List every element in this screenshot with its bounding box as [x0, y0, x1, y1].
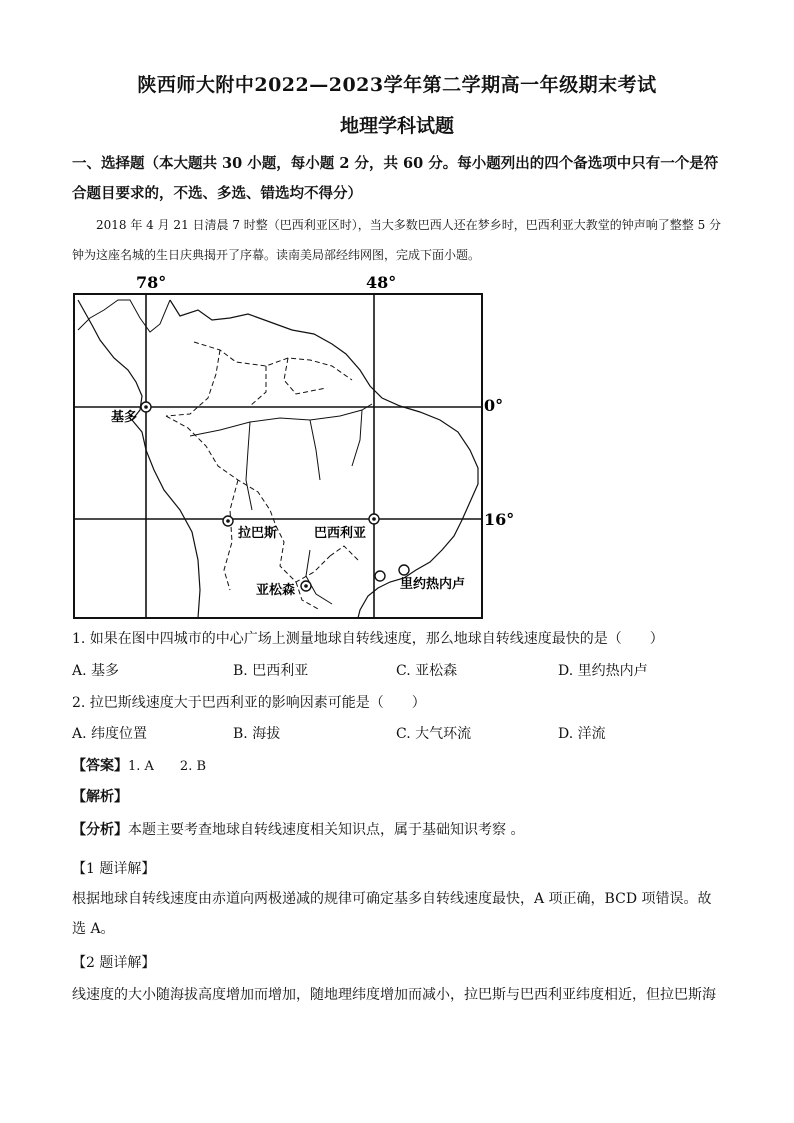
city-marker-brasilia [369, 514, 379, 524]
answer-line [72, 755, 206, 775]
reading-passage: 2018 年 4 月 21 日清晨 7 时整（巴西利亚区时），当大多数巴西人还在梦乡时，巴西利亚大教堂的钟声响了整整 5 分钟为这座名城的生日庆典揭开了序幕。读南美局部经纬网图，完成下面小题。 [72, 218, 722, 262]
central-america [78, 300, 170, 332]
question-2-option-c: C. 大气环流 [396, 726, 472, 742]
detail-2-text: 线速度的大小随海拔高度增加而增加，随地理纬度增加而减小，拉巴斯与巴西利亚纬度相近，但拉巴斯海 [72, 987, 716, 1003]
city-marker-rio-a [375, 571, 385, 581]
city-marker-rio-b [399, 565, 409, 575]
city-label-asuncion: 亚松森 [256, 583, 296, 598]
analysis-label: 【解析】 [72, 789, 128, 805]
city-label-rio: 里约热内卢 [400, 577, 466, 592]
coastline [78, 300, 478, 618]
detail-1-text: 根据地球自转线速度由赤道向两极递减的规律可确定基多自转线速度最快，A 项正确，BCD 项错误。故选 A。 [72, 891, 712, 937]
detail-1-label: 【1 题详解】 [72, 861, 156, 877]
amazon-river [190, 404, 372, 436]
south-america-map [70, 270, 515, 622]
fenxi-line [72, 819, 524, 839]
river-branch-3 [352, 410, 362, 466]
city-label-brasilia: 巴西利亚 [314, 526, 367, 541]
river-branch-1 [246, 422, 252, 510]
exam-title: 陕西师大附中2022—2023学年第二学期高一年级期末考试 [137, 74, 657, 96]
question-2-option-b: B. 海拔 [233, 726, 281, 742]
question-1-option-c: C. 亚松森 [396, 663, 458, 679]
question-1-option-b: B. 巴西利亚 [233, 663, 309, 679]
city-marker-quito [141, 402, 151, 412]
city-label-la-paz: 拉巴斯 [238, 526, 278, 541]
city-label-quito: 基多 [111, 410, 138, 425]
fenxi-text: 本题主要考查地球自转线速度相关知识点，属于基础知识考察 。 [128, 822, 525, 838]
country-borders [166, 342, 358, 610]
city-marker-la-paz [223, 516, 233, 526]
question-2-option-a: A. 纬度位置 [72, 726, 148, 742]
city-marker-asuncion [301, 581, 311, 591]
lat-label-0: 0° [484, 396, 504, 415]
lon-label-48: 48° [366, 273, 397, 292]
exam-subtitle: 地理学科试题 [339, 115, 454, 137]
lat-label-16: 16° [484, 510, 515, 529]
question-1-option-d: D. 里约热内卢 [558, 663, 648, 679]
map-frame [74, 294, 482, 618]
detail-2-label: 【2 题详解】 [72, 955, 156, 971]
river-branch-2 [310, 420, 320, 480]
question-2-stem: 2. 拉巴斯线速度大于巴西利亚的影响因素可能是（ ） [72, 695, 426, 711]
question-2-option-d: D. 洋流 [558, 726, 606, 742]
answer-text: 1. A 2. B [128, 759, 207, 774]
section-heading: 一、选择题（本大题共 30 小题，每小题 2 分，共 60 分。每小题列出的四个备选项中只有一个是符合题目要求的，不选、多选、错选均不得分） [72, 155, 719, 202]
lon-label-78: 78° [136, 273, 167, 292]
question-1-stem: 1. 如果在图中四城市的中心广场上测量地球自转线速度，那么地球自转线速度最快的是（ ） [72, 631, 664, 647]
fenxi-label: 【分析】 [72, 822, 128, 838]
question-1-option-a: A. 基多 [72, 663, 120, 679]
answer-label: 【答案】 [72, 758, 128, 774]
